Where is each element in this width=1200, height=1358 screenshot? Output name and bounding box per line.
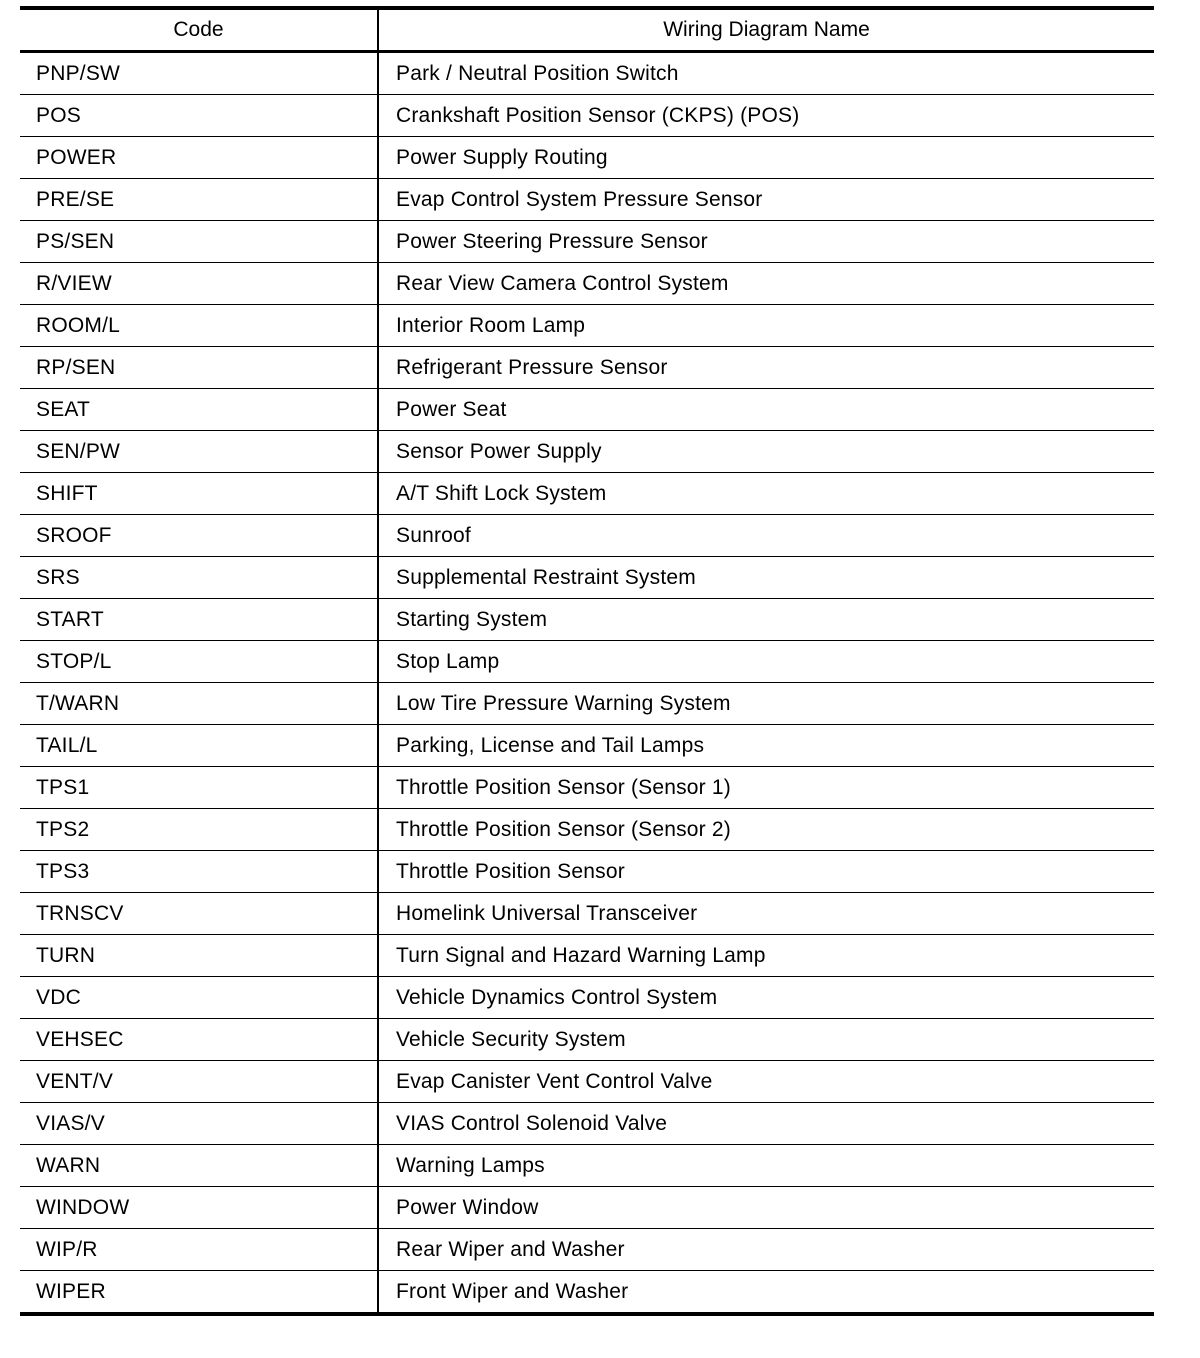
wiring-diagram-name-cell: Throttle Position Sensor (Sensor 1)	[378, 767, 1154, 809]
table-row	[20, 305, 1154, 347]
code-cell: WIP/R	[20, 1229, 378, 1271]
table-header	[20, 8, 1154, 52]
header-code: Code	[20, 8, 378, 52]
wiring-diagram-name-cell: VIAS Control Solenoid Valve	[378, 1103, 1154, 1145]
table-row	[20, 52, 1154, 95]
code-cell: RP/SEN	[20, 347, 378, 389]
wiring-diagram-code-table	[20, 6, 1154, 1316]
table-row	[20, 1103, 1154, 1145]
wiring-diagram-name-cell: Rear View Camera Control System	[378, 263, 1154, 305]
table-row	[20, 683, 1154, 725]
wiring-diagram-name-cell: Homelink Universal Transceiver	[378, 893, 1154, 935]
code-cell: VIAS/V	[20, 1103, 378, 1145]
table-row	[20, 1061, 1154, 1103]
table-row	[20, 1145, 1154, 1187]
table-row	[20, 851, 1154, 893]
wiring-diagram-name-cell: Turn Signal and Hazard Warning Lamp	[378, 935, 1154, 977]
code-cell: START	[20, 599, 378, 641]
wiring-diagram-name-cell: Sunroof	[378, 515, 1154, 557]
table-row	[20, 473, 1154, 515]
code-cell: TPS2	[20, 809, 378, 851]
wiring-diagram-name-cell: Sensor Power Supply	[378, 431, 1154, 473]
table-row	[20, 95, 1154, 137]
table-row	[20, 557, 1154, 599]
wiring-diagram-name-cell: Crankshaft Position Sensor (CKPS) (POS)	[378, 95, 1154, 137]
code-cell: PS/SEN	[20, 221, 378, 263]
table-row	[20, 389, 1154, 431]
code-cell: PRE/SE	[20, 179, 378, 221]
table-row	[20, 515, 1154, 557]
code-cell: WINDOW	[20, 1187, 378, 1229]
table-row	[20, 431, 1154, 473]
wiring-diagram-name-cell: Low Tire Pressure Warning System	[378, 683, 1154, 725]
code-cell: POS	[20, 95, 378, 137]
code-cell: TAIL/L	[20, 725, 378, 767]
code-cell: SEN/PW	[20, 431, 378, 473]
wiring-diagram-name-cell: Interior Room Lamp	[378, 305, 1154, 347]
table-row	[20, 263, 1154, 305]
table-row	[20, 725, 1154, 767]
wiring-diagram-name-cell: Supplemental Restraint System	[378, 557, 1154, 599]
table-row	[20, 137, 1154, 179]
code-cell: T/WARN	[20, 683, 378, 725]
wiring-diagram-name-cell: Throttle Position Sensor	[378, 851, 1154, 893]
code-cell: TURN	[20, 935, 378, 977]
code-cell: TPS1	[20, 767, 378, 809]
code-cell: SRS	[20, 557, 378, 599]
wiring-diagram-name-cell: Refrigerant Pressure Sensor	[378, 347, 1154, 389]
wiring-diagram-name-cell: Warning Lamps	[378, 1145, 1154, 1187]
wiring-diagram-name-cell: Throttle Position Sensor (Sensor 2)	[378, 809, 1154, 851]
table-row	[20, 893, 1154, 935]
table-row	[20, 347, 1154, 389]
table-row	[20, 641, 1154, 683]
code-cell: VDC	[20, 977, 378, 1019]
wiring-diagram-name-cell: Front Wiper and Washer	[378, 1271, 1154, 1315]
table-row	[20, 221, 1154, 263]
table-row	[20, 767, 1154, 809]
code-cell: WARN	[20, 1145, 378, 1187]
code-cell: ROOM/L	[20, 305, 378, 347]
table-row	[20, 1019, 1154, 1061]
wiring-diagram-name-cell: Parking, License and Tail Lamps	[378, 725, 1154, 767]
wiring-diagram-name-cell: Stop Lamp	[378, 641, 1154, 683]
table-row	[20, 599, 1154, 641]
table-row	[20, 179, 1154, 221]
table-body	[20, 52, 1154, 1315]
wiring-diagram-name-cell: Power Supply Routing	[378, 137, 1154, 179]
table-row	[20, 1271, 1154, 1315]
wiring-diagram-name-cell: Evap Canister Vent Control Valve	[378, 1061, 1154, 1103]
table-row	[20, 809, 1154, 851]
wiring-diagram-name-cell: Evap Control System Pressure Sensor	[378, 179, 1154, 221]
table-row	[20, 1229, 1154, 1271]
wiring-diagram-name-cell: Starting System	[378, 599, 1154, 641]
wiring-diagram-name-cell: Power Window	[378, 1187, 1154, 1229]
code-cell: WIPER	[20, 1271, 378, 1315]
code-cell: VEHSEC	[20, 1019, 378, 1061]
wiring-diagram-name-cell: Power Seat	[378, 389, 1154, 431]
code-cell: TPS3	[20, 851, 378, 893]
code-cell: SROOF	[20, 515, 378, 557]
code-cell: SHIFT	[20, 473, 378, 515]
code-cell: STOP/L	[20, 641, 378, 683]
wiring-diagram-name-cell: Park / Neutral Position Switch	[396, 61, 679, 85]
code-cell: TRNSCV	[20, 893, 378, 935]
header-row	[20, 8, 1154, 52]
table-row	[20, 977, 1154, 1019]
wiring-diagram-name-cell: A/T Shift Lock System	[378, 473, 1154, 515]
header-wiring-diagram-name: Wiring Diagram Name	[378, 8, 1154, 52]
code-cell: R/VIEW	[20, 263, 378, 305]
code-cell: POWER	[20, 137, 378, 179]
table-row	[20, 935, 1154, 977]
wiring-diagram-name-cell: Vehicle Dynamics Control System	[378, 977, 1154, 1019]
wiring-diagram-name-cell: Power Steering Pressure Sensor	[378, 221, 1154, 263]
wiring-diagram-name-cell: Vehicle Security System	[378, 1019, 1154, 1061]
table-row	[20, 1187, 1154, 1229]
code-cell: VENT/V	[20, 1061, 378, 1103]
wiring-diagram-name-cell: Rear Wiper and Washer	[378, 1229, 1154, 1271]
code-cell: SEAT	[20, 389, 378, 431]
code-cell: PNP/SW	[20, 52, 378, 95]
